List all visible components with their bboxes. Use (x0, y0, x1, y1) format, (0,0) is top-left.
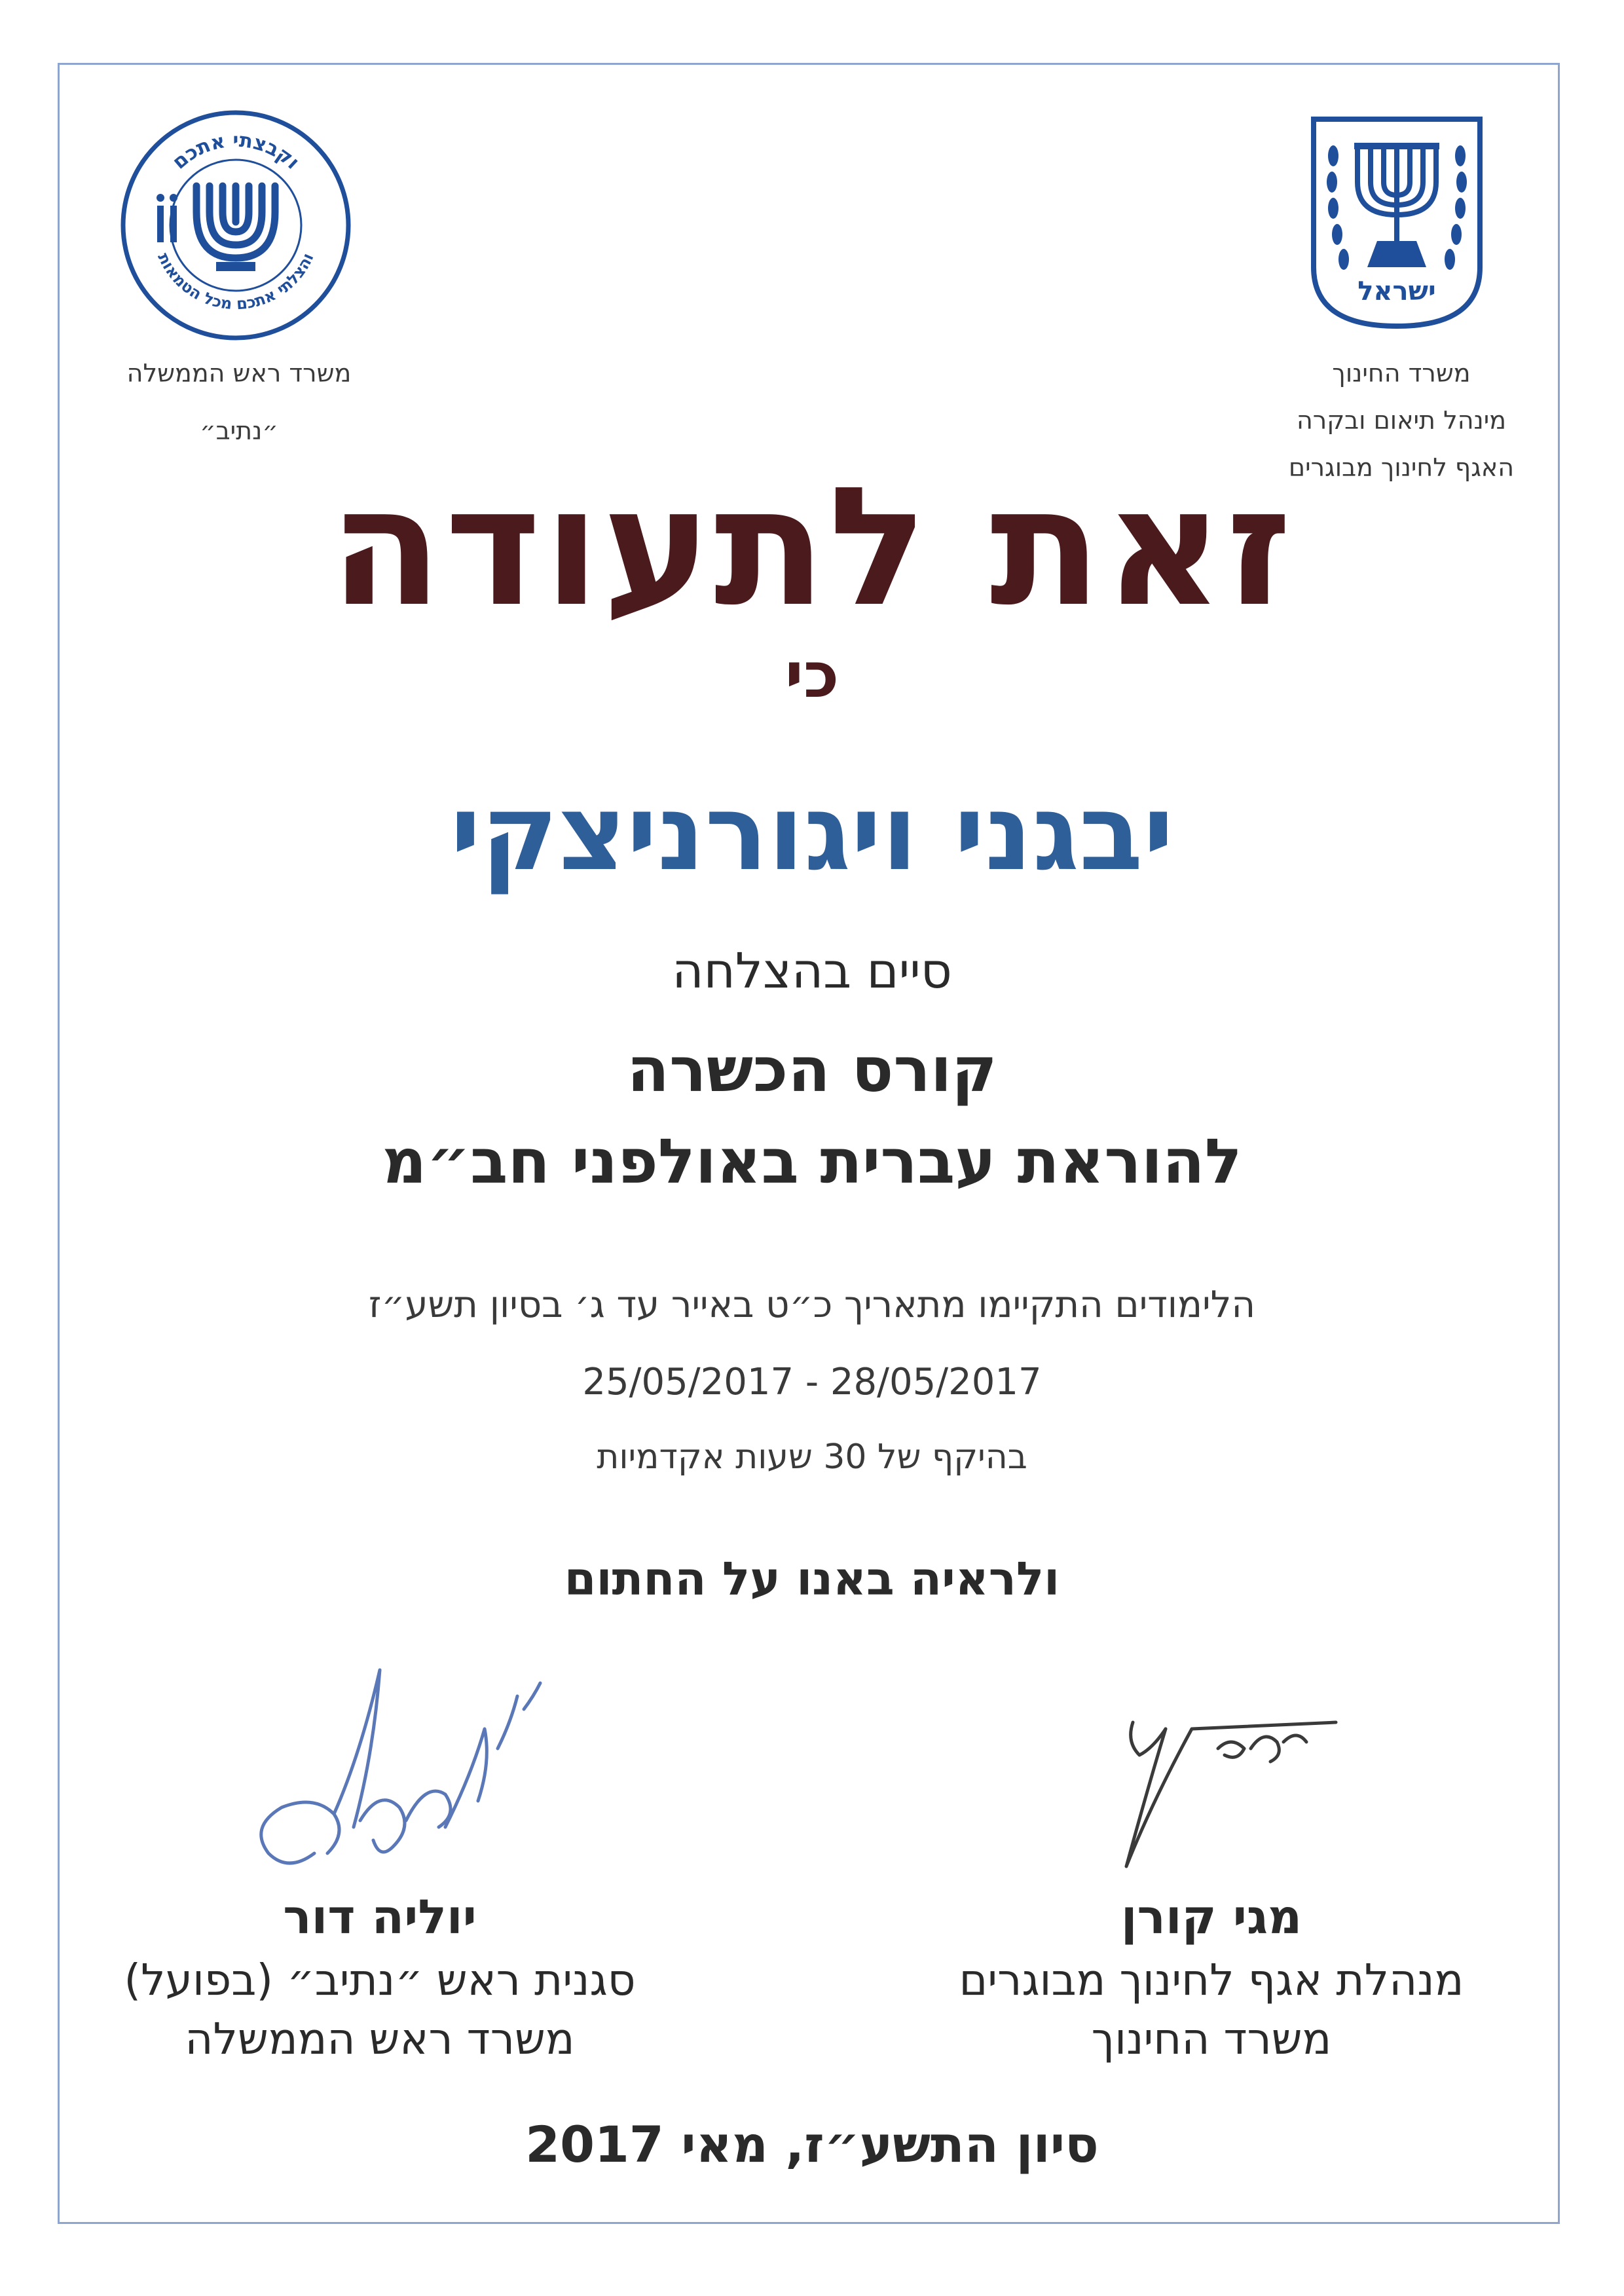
course-dates-numeric: 25/05/2017 - 28/05/2017 (582, 1361, 1042, 1403)
menorah-emblem-icon (1302, 110, 1492, 333)
course-name-line1: קורס הכשרה (627, 1035, 997, 1106)
signer-left-name: יוליה דור (283, 1889, 477, 1944)
completed-text: סיים בהצלחה (672, 943, 952, 999)
signer-right-org: משרד החינוך (1091, 2014, 1332, 2064)
ministry-line1: משרד החינוך (1332, 359, 1471, 388)
signer-left-org: משרד ראש הממשלה (185, 2014, 575, 2064)
course-name-line2: להוראת עברית באולפני חב״מ (382, 1126, 1242, 1198)
signer-right-role: מנהלת אגף לחינוך מבוגרים (959, 1955, 1464, 2005)
certificate-title: זאת לתעודה (329, 452, 1295, 642)
course-dates-hebrew: הלימודים התקיימו מתאריך כ״ט באייר עד ג׳ בסיון תשע״ז (368, 1284, 1256, 1326)
certificate-ki: כי (784, 639, 840, 712)
recipient-name: יבגני ויגורניצקי (450, 771, 1174, 894)
nativ-logo-icon (118, 107, 354, 343)
nativ-org-line1: משרד ראש הממשלה (126, 359, 352, 388)
svg-text:והצלתי אתכם מכל הטמאות: והצלתי אתכם מכל הטמאות (154, 250, 318, 314)
signature-left-icon (210, 1657, 550, 1919)
seal-line: ולראיה באנו על החתום (564, 1552, 1060, 1606)
nativ-org-line2: ״נתיב״ (200, 417, 278, 445)
course-hours: בהיקף של 30 שעות אקדמיות (597, 1437, 1027, 1477)
signer-left-role: סגנית ראש ״נתיב״ (בפועל) (124, 1955, 636, 2005)
signer-right-name: מגי קורן (1120, 1889, 1302, 1944)
svg-text:וקבצתי אתכם: וקבצתי אתכם (168, 128, 304, 174)
ministry-line3: האגף לחינוך מבוגרים (1288, 453, 1515, 482)
emblem-label: ישראל (1357, 276, 1436, 306)
ministry-line2: מינהל תיאום ובקרה (1296, 406, 1507, 435)
signature-right-icon (1080, 1703, 1342, 1873)
issue-date: סיון התשע״ז, מאי 2017 (525, 2115, 1099, 2174)
